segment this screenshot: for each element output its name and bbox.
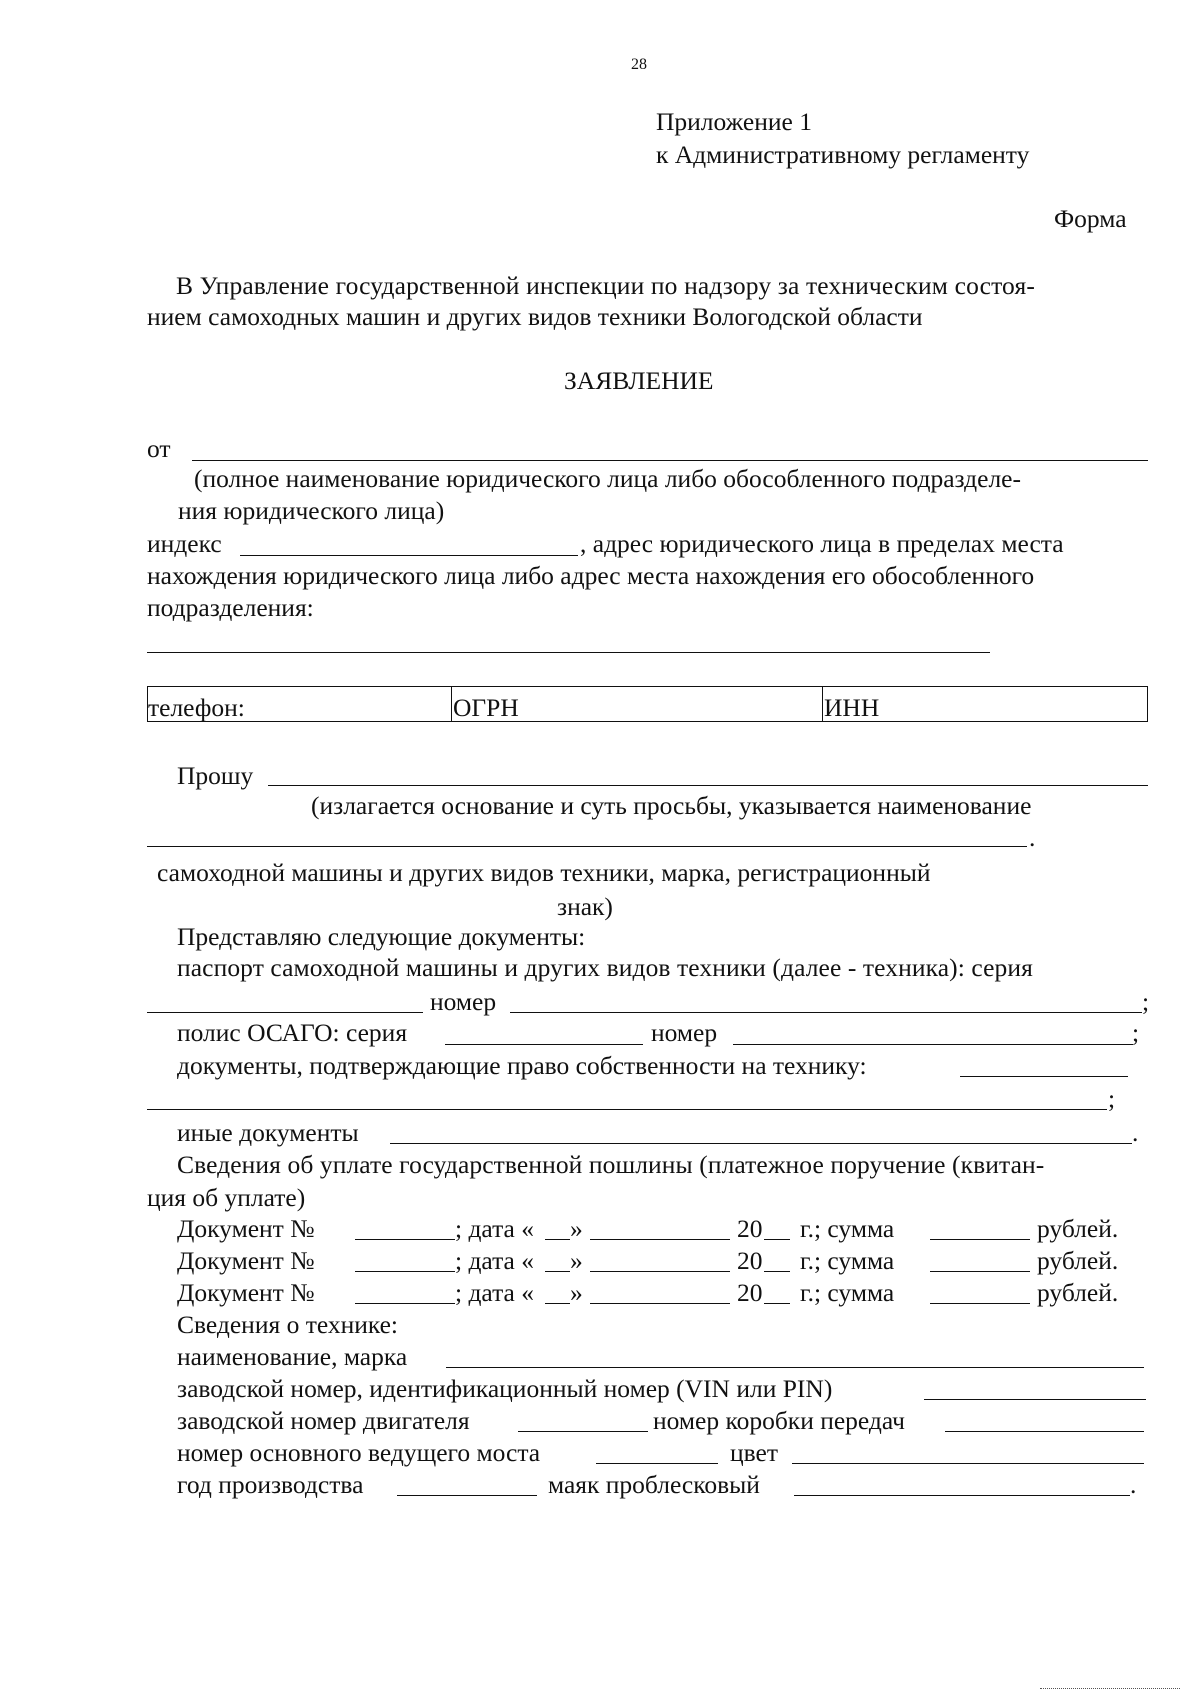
appendix-title: Приложение 1 [656,107,812,136]
gearbox-number-field[interactable] [945,1431,1144,1432]
payment-sum-label: г.; сумма [800,1278,895,1307]
passport-number-field[interactable] [510,1012,1142,1013]
payment-date-close: » [570,1214,583,1243]
osago-series-field[interactable] [445,1044,643,1045]
payment-year-prefix: 20 [737,1214,763,1243]
payment-year-prefix: 20 [737,1246,763,1275]
inn-label: ИНН [824,693,880,722]
document-title: ЗАЯВЛЕНИЕ [564,366,714,395]
payment-intro-2: ция об уплате) [147,1183,306,1212]
payment-sum-field[interactable] [930,1271,1030,1272]
osago-series-label: полис ОСАГО: серия [177,1018,408,1047]
ownership-semicolon: ; [1108,1084,1116,1113]
ownership-field-2[interactable] [147,1109,1107,1110]
address-text-2: нахождения юридического лица либо адрес места нахождения его обособленного [147,561,1035,590]
ogrn-label: ОГРН [453,693,519,722]
payment-date-label: ; дата « [455,1246,534,1275]
payment-day-field[interactable] [545,1271,570,1272]
from-label: от [147,434,171,463]
vehicle-vin-field[interactable] [924,1399,1146,1400]
osago-semicolon: ; [1132,1018,1140,1047]
request-dot: . [1029,823,1036,852]
scan-artifact [1040,1688,1180,1689]
phone-label: телефон: [148,693,245,722]
beacon-dot: . [1130,1470,1137,1499]
request-hint-1: (излагается основание и суть просьбы, указывается наименование [311,791,1032,820]
from-hint-line-1: (полное наименование юридического лица либо обособленного подразделе- [194,464,1021,493]
documents-intro: Представляю следующие документы: [177,922,586,951]
ownership-label: документы, подтверждающие право собственности на технику: [177,1051,867,1080]
payment-doc-label: Документ № [177,1278,315,1307]
payment-currency: рублей. [1037,1278,1119,1307]
color-label: цвет [730,1438,778,1467]
payment-doc-number-field[interactable] [355,1303,455,1304]
table-divider [822,687,823,721]
osago-number-field[interactable] [733,1044,1133,1045]
payment-date-label: ; дата « [455,1214,534,1243]
engine-number-field[interactable] [518,1431,648,1432]
vehicle-intro: Сведения о технике: [177,1310,399,1339]
payment-year-field[interactable] [764,1271,790,1272]
payment-doc-label: Документ № [177,1246,315,1275]
vehicle-vin-label: заводской номер, идентификационный номер (VIN или PIN) [177,1374,833,1403]
payment-intro-1: Сведения об уплате государственной пошлины (платежное поручение (квитан- [177,1150,1045,1179]
request-field[interactable] [268,785,1148,786]
index-field[interactable] [240,555,578,556]
color-field[interactable] [792,1463,1144,1464]
form-label: Форма [1054,204,1127,233]
from-hint-line-2: ния юридического лица) [178,496,445,525]
production-year-field[interactable] [397,1495,537,1496]
address-text-3: подразделения: [147,593,314,622]
payment-month-field[interactable] [590,1303,730,1304]
other-documents-dot: . [1132,1118,1139,1147]
addressee-line-2: нием самоходных машин и других видов техники Вологодской области [147,302,923,331]
beacon-field[interactable] [794,1495,1130,1496]
other-documents-field[interactable] [390,1143,1132,1144]
payment-year-prefix: 20 [737,1278,763,1307]
payment-day-field[interactable] [545,1239,570,1240]
beacon-label: маяк проблесковый [548,1470,760,1499]
other-documents-label: иные документы [177,1118,359,1147]
payment-month-field[interactable] [590,1239,730,1240]
payment-day-field[interactable] [545,1303,570,1304]
request-field-2[interactable] [147,846,1027,847]
axle-number-field[interactable] [596,1463,718,1464]
address-field[interactable] [147,652,990,653]
passport-semicolon: ; [1142,987,1150,1016]
payment-date-close: » [570,1246,583,1275]
payment-doc-number-field[interactable] [355,1239,455,1240]
index-label: индекс [147,529,222,558]
payment-doc-label: Документ № [177,1214,315,1243]
request-hint-3: знак) [557,892,613,921]
from-name-field[interactable] [192,460,1148,461]
vehicle-name-label: наименование, марка [177,1342,408,1371]
payment-date-close: » [570,1278,583,1307]
passport-line: паспорт самоходной машины и других видов техники (далее - техника): серия [177,953,1033,982]
passport-series-field[interactable] [147,1012,423,1013]
page-number: 28 [631,56,647,73]
vehicle-name-field[interactable] [446,1367,1144,1368]
payment-sum-label: г.; сумма [800,1246,895,1275]
table-divider [451,687,452,721]
address-text-1: , адрес юридического лица в пределах места [580,529,1064,558]
payment-currency: рублей. [1037,1246,1119,1275]
engine-number-label: заводской номер двигателя [177,1406,470,1435]
request-hint-2: самоходной машины и других видов техники, марка, регистрационный [157,858,931,887]
payment-date-label: ; дата « [455,1278,534,1307]
passport-number-label: номер [430,987,497,1016]
gearbox-number-label: номер коробки передач [653,1406,906,1435]
addressee-line-1: В Управление государственной инспекции по надзору за техническим состоя- [176,271,1035,300]
production-year-label: год производства [177,1470,364,1499]
appendix-subtitle: к Административному регламенту [656,140,1030,169]
axle-number-label: номер основного ведущего моста [177,1438,541,1467]
ownership-field[interactable] [960,1076,1128,1077]
payment-currency: рублей. [1037,1214,1119,1243]
payment-sum-field[interactable] [930,1239,1030,1240]
payment-month-field[interactable] [590,1271,730,1272]
contacts-table [147,686,1148,722]
osago-number-label: номер [651,1018,718,1047]
payment-doc-number-field[interactable] [355,1271,455,1272]
payment-year-field[interactable] [764,1303,790,1304]
payment-sum-field[interactable] [930,1303,1030,1304]
payment-year-field[interactable] [764,1239,790,1240]
request-label: Прошу [177,761,254,790]
payment-sum-label: г.; сумма [800,1214,895,1243]
